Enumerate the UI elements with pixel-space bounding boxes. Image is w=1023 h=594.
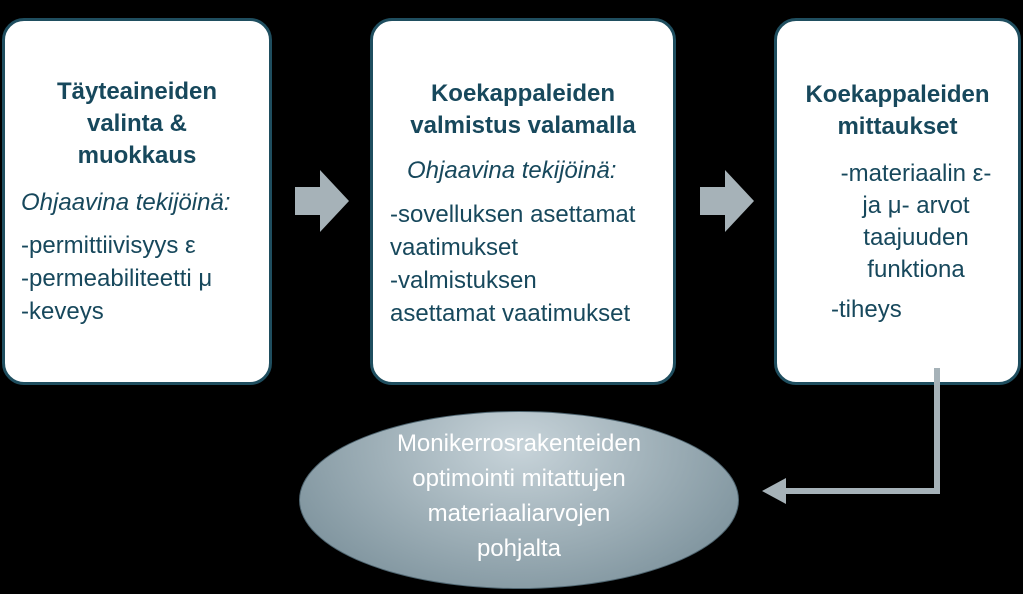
title-line: Täyteaineiden [56,78,218,105]
ellipse-line: optimointi mitattujen [412,465,626,492]
box-filler-selection [2,18,272,385]
right-block-arrow-icon [295,170,351,232]
box-title [5,76,269,172]
list-item: -keveys [21,298,104,325]
title-line: muokkaus [77,142,197,169]
list-item: funktiona [867,256,965,283]
list-item: asettamat vaatimukset [390,300,631,327]
list-item: -valmistuksen [390,267,537,294]
right-block-arrow-icon [700,170,756,232]
optimization-ellipse [299,411,739,589]
title-line: Koekappaleiden [430,80,616,107]
box-items [390,198,635,330]
ellipse-text [300,426,738,566]
box-subtitle: Ohjaavina tekijöinä: [407,157,617,184]
box-title [777,79,1018,143]
list-item: -tiheys [831,296,902,323]
box-subtitle: Ohjaavina tekijöinä: [21,189,231,216]
box-sample-measurements [774,18,1021,385]
box-items [831,293,902,326]
list-item: -permeabiliteetti μ [21,265,213,292]
list-item: -permittiivisyys ε [21,232,196,259]
list-item: -materiaalin ε- [840,160,992,187]
list-item: ja μ- arvot [862,192,970,219]
box-items [21,229,212,328]
title-line: valmistus valamalla [410,112,636,139]
ellipse-line: Monikerrosrakenteiden [396,430,642,457]
title-line: valinta & [86,110,188,137]
list-item: taajuuden [863,224,969,251]
list-item: -sovelluksen asettamat [390,201,636,228]
title-line: Koekappaleiden [805,81,990,108]
box-items [821,158,1011,286]
ellipse-line: materiaaliarvojen [427,500,611,527]
ellipse-line: pohjalta [476,535,562,562]
box-title [373,78,673,142]
list-item: vaatimukset [390,234,519,261]
box-sample-fabrication [370,18,676,385]
title-line: mittaukset [837,113,958,140]
